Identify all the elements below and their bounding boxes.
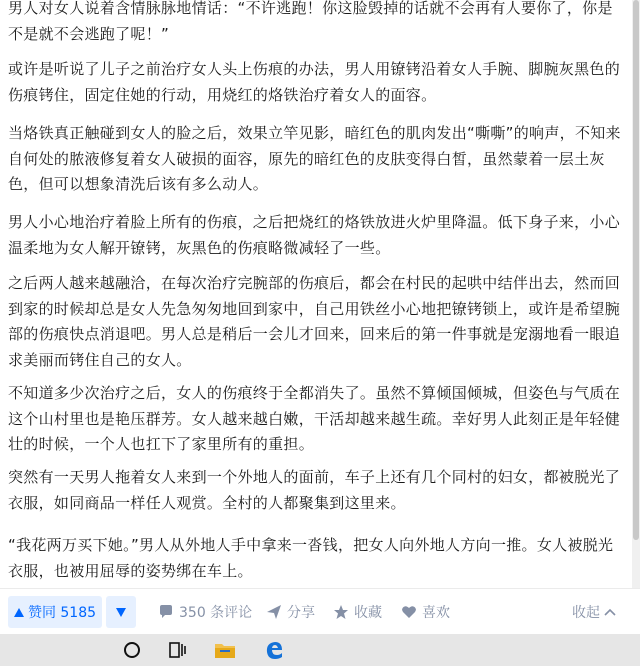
downvote-button[interactable] [106, 596, 136, 628]
scrollbar-thumb[interactable] [633, 0, 639, 540]
share-button[interactable] [266, 596, 315, 628]
triangle-up-icon [14, 608, 24, 617]
edge-icon[interactable] [262, 638, 286, 662]
chevron-up-icon [604, 608, 616, 616]
collapse-label: 收起 [572, 605, 600, 621]
favorite-button[interactable] [333, 596, 382, 628]
answer-action-bar [0, 588, 640, 635]
like-label: 喜欢 [422, 605, 450, 621]
cortana-icon[interactable] [120, 638, 144, 662]
paragraph-2: 或许是听说了儿子之前治疗女人头上伤痕的办法，男人用镣铐沿着女人手腕、脚腕灰黑色的伤痕铐住，固定住她的行动，用烧红的烙铁治疗着女人的面容。 [8, 60, 621, 104]
collapse-button[interactable] [572, 596, 616, 628]
task-view-icon[interactable] [165, 638, 189, 662]
file-explorer-icon[interactable] [213, 638, 237, 662]
windows-taskbar [0, 634, 640, 666]
paragraph-7: 突然有一天男人拖着女人来到一个外地人的面前，车子上还有几个同村的妇女，都被脱光了衣服，如同商品一样任人观赏。全村的人都聚集到这里来。 [8, 468, 621, 512]
like-button[interactable] [401, 596, 450, 628]
paragraph-5: 之后两人越来越融洽，在每次治疗完腕部的伤痕后，都会在村民的起哄中结伴出去，然而回到家的时候却总是女人先急匆匆地回到家中，自己用铁丝小心地把镣铐锁上，或许是希望腕部的伤痕快点消退吧。男人总是稍后一会儿才回来，回来后的第一件事就是宠溺地看一眼追求美丽而铐住自己的女人。 [8, 274, 621, 369]
star-icon [333, 604, 349, 620]
paragraph-4: 男人小心地治疗着脸上所有的伤痕，之后把烧红的烙铁放进火炉里降温。低下身子来，小心温柔地为女人解开镣铐，灰黑色的伤痕略微减轻了一些。 [8, 213, 621, 257]
paragraph-8: “我花两万买下她。”男人从外地人手中拿来一沓钱，把女人向外地人方向一推。女人被脱光衣服，也被用屈辱的姿势绑在车上。 [8, 536, 614, 580]
paragraph-6: 不知道多少次治疗之后，女人的伤痕终于全都消失了。虽然不算倾国倾城，但姿色与气质在这个山村里也是艳压群芳。女人越来越白嫩，干活却越来越生疏。幸好男人此刻正是年轻健壮的时候，一个人也扛下了家里所有的重担。 [8, 384, 621, 453]
upvote-button[interactable] [8, 596, 102, 628]
paragraph-3: 当烙铁真正触碰到女人的脸之后，效果立竿见影，暗红色的肌肉发出“嘶嘶”的响声，不知来自何处的脓液修复着女人破损的面容，原先的暗红色的皮肤变得白皙，虽然蒙着一层土灰色，但可以想象清洗后该有多么动人。 [8, 124, 621, 193]
triangle-down-icon [116, 608, 126, 617]
paragraph-1: 男人对女人说着含情脉脉地情话：“不许逃跑！你这脸毁掉的话就不会再有人要你了，你是不是就不会逃跑了呢！” [8, 0, 613, 43]
share-icon [266, 604, 282, 620]
favorite-label: 收藏 [354, 605, 382, 621]
upvote-label: 赞同 5185 [27, 605, 97, 621]
scrollbar-track[interactable] [632, 0, 640, 590]
comments-label: 350 条评论 [179, 605, 253, 621]
share-label: 分享 [287, 605, 315, 621]
comments-button[interactable] [158, 596, 252, 628]
heart-icon [401, 604, 417, 620]
comment-icon [158, 604, 174, 620]
